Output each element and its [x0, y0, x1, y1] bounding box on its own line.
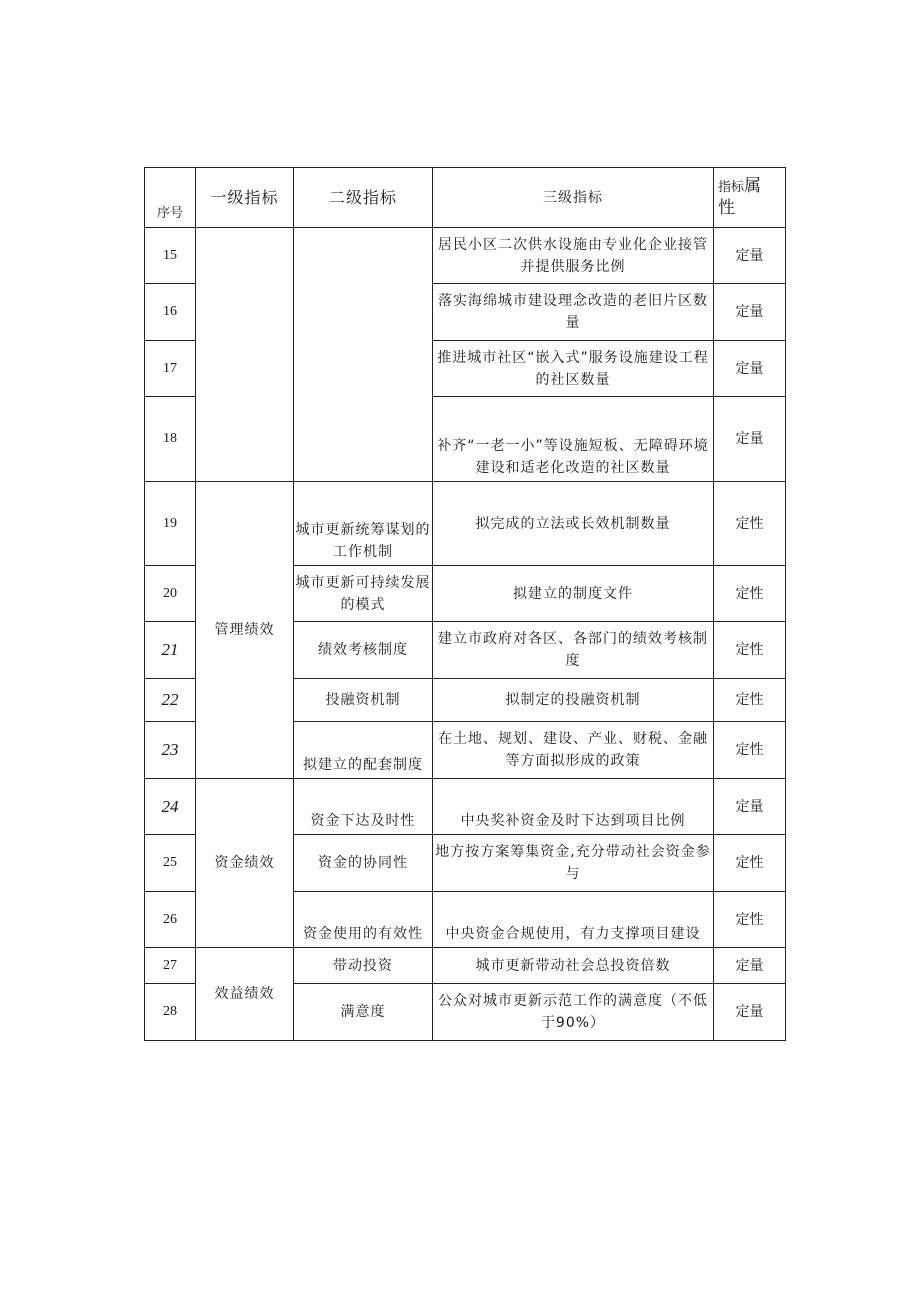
indicator-table	[144, 167, 786, 1041]
header-row	[145, 168, 786, 228]
level3-cell: 在土地、规划、建设、产业、财税、金融等方面拟形成的政策	[433, 722, 714, 779]
table-row	[145, 779, 786, 835]
level3-cell: 中央资金合规使用，有力支撑项目建设	[433, 892, 714, 948]
header-level3: 三级指标	[433, 168, 714, 228]
row-no: 20	[145, 566, 196, 622]
attr-cell: 定量	[714, 948, 786, 984]
level2-cell: 满意度	[294, 984, 433, 1041]
level1-benefit: 效益绩效	[196, 948, 294, 1041]
table-row	[145, 482, 786, 566]
attr-cell: 定性	[714, 622, 786, 679]
attr-cell: 定量	[714, 228, 786, 284]
row-no: 24	[145, 779, 196, 835]
table-row	[145, 228, 786, 284]
level3-cell: 中央奖补资金及时下达到项目比例	[433, 779, 714, 835]
row-no: 22	[145, 679, 196, 722]
row-no: 19	[145, 482, 196, 566]
level3-cell: 拟建立的制度文件	[433, 566, 714, 622]
level3-cell: 落实海绵城市建设理念改造的老旧片区数量	[433, 284, 714, 341]
level3-cell: 补齐“一老一小”等设施短板、无障碍环境建设和适老化改造的社区数量	[433, 397, 714, 482]
attr-cell: 定量	[714, 397, 786, 482]
row-no: 21	[145, 622, 196, 679]
level3-cell: 建立市政府对各区、各部门的绩效考核制度	[433, 622, 714, 679]
level2-cell: 投融资机制	[294, 679, 433, 722]
level3-cell: 拟完成的立法或长效机制数量	[433, 482, 714, 566]
level2-cell: 城市更新统筹谋划的工作机制	[294, 482, 433, 566]
level2-cell: 资金下达及时性	[294, 779, 433, 835]
level3-cell: 推进城市社区“嵌入式”服务设施建设工程的社区数量	[433, 341, 714, 397]
level3-cell: 地方按方案筹集资金,充分带动社会资金参与	[433, 835, 714, 892]
header-no: 序号	[145, 168, 196, 228]
level1-funds: 资金绩效	[196, 779, 294, 948]
row-no: 18	[145, 397, 196, 482]
row-no: 25	[145, 835, 196, 892]
level2-empty	[294, 228, 433, 482]
row-no: 16	[145, 284, 196, 341]
header-attr-c: 性	[718, 197, 735, 218]
row-no: 27	[145, 948, 196, 984]
header-attribute	[714, 168, 786, 228]
attr-cell: 定量	[714, 284, 786, 341]
attr-cell: 定性	[714, 835, 786, 892]
level2-cell: 拟建立的配套制度	[294, 722, 433, 779]
row-no: 23	[145, 722, 196, 779]
level2-cell: 资金的协同性	[294, 835, 433, 892]
attr-cell: 定量	[714, 984, 786, 1041]
attr-cell: 定性	[714, 482, 786, 566]
level2-cell: 城市更新可持续发展的模式	[294, 566, 433, 622]
attr-cell: 定性	[714, 722, 786, 779]
level1-management: 管理绩效	[196, 482, 294, 779]
attr-cell: 定性	[714, 679, 786, 722]
level2-cell: 带动投资	[294, 948, 433, 984]
row-no: 17	[145, 341, 196, 397]
attr-cell: 定量	[714, 779, 786, 835]
header-level2: 二级指标	[294, 168, 433, 228]
attr-cell: 定性	[714, 566, 786, 622]
row-no: 26	[145, 892, 196, 948]
level3-cell: 公众对城市更新示范工作的满意度（不低于90%）	[433, 984, 714, 1041]
attr-cell: 定性	[714, 892, 786, 948]
level3-cell: 拟制定的投融资机制	[433, 679, 714, 722]
attr-cell: 定量	[714, 341, 786, 397]
table-row	[145, 948, 786, 984]
row-no: 15	[145, 228, 196, 284]
level3-cell: 居民小区二次供水设施由专业化企业接管并提供服务比例	[433, 228, 714, 284]
level2-cell: 资金使用的有效性	[294, 892, 433, 948]
level3-cell: 城市更新带动社会总投资倍数	[433, 948, 714, 984]
header-attr-a: 指标	[718, 179, 745, 195]
row-no: 28	[145, 984, 196, 1041]
level1-empty	[196, 228, 294, 482]
level2-cell: 绩效考核制度	[294, 622, 433, 679]
header-level1: 一级指标	[196, 168, 294, 228]
header-attr-b: 属	[744, 175, 762, 196]
